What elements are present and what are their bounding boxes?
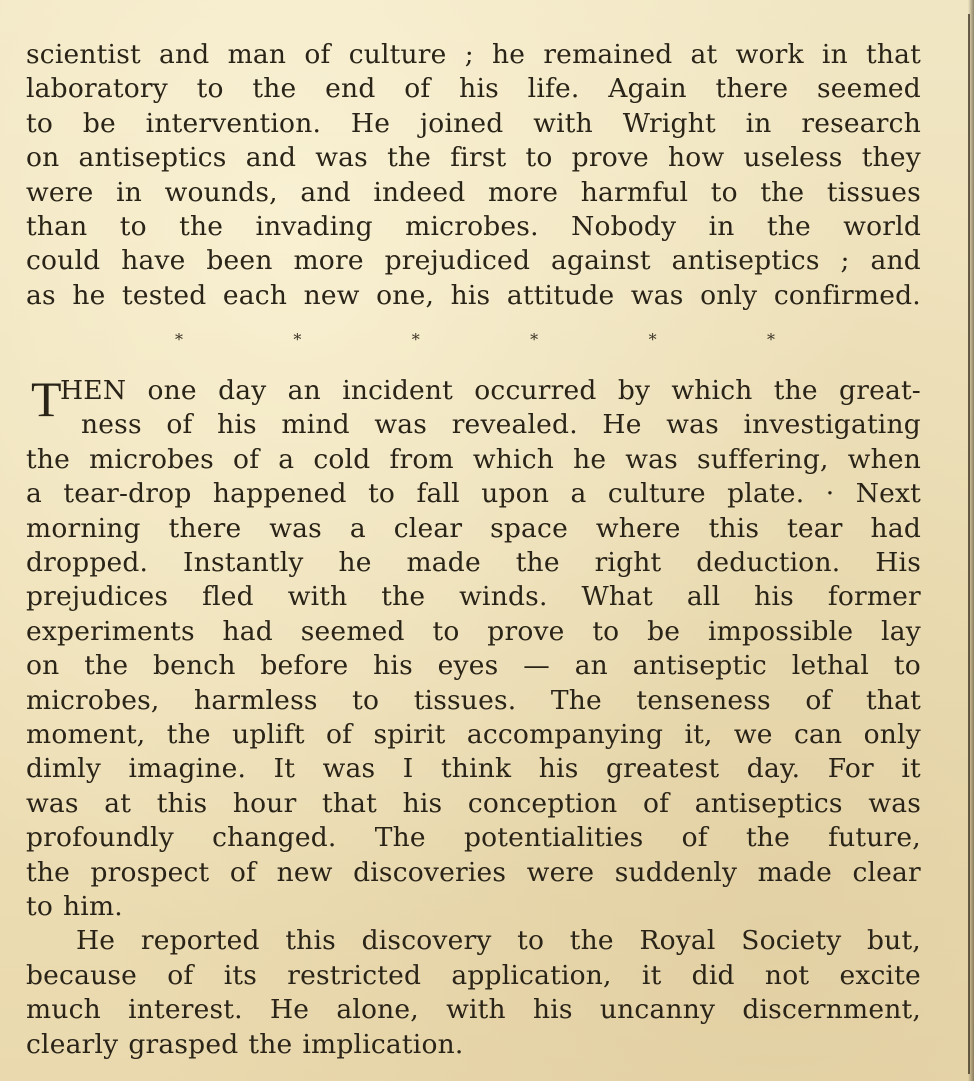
section-separator	[175, 330, 775, 349]
text-line: as he tested each new one, his attitude was only confirmed.	[26, 279, 921, 311]
text-line: because of its restricted application, it did not excite	[26, 959, 921, 991]
separator-star: *	[175, 330, 183, 349]
text-line: could have been more prejudiced against antiseptics ; and	[26, 245, 921, 277]
separator-star: *	[411, 330, 420, 349]
text-line: moment, the uplift of spirit accompanying it, we can only	[26, 719, 921, 750]
text-line: clearly grasped the implication.	[26, 1028, 464, 1060]
text-line: HEN one day an incident occurred by which the great-	[60, 375, 921, 406]
text-line: than to the invading microbes. Nobody in the world	[26, 211, 921, 242]
text-line: profoundly changed. The potentialities of the future,	[26, 822, 921, 854]
text-line: much interest. He alone, with his uncanny discernment,	[26, 994, 921, 1026]
separator-star: *	[766, 330, 775, 349]
text-line: morning there was a clear space where this tear had	[26, 512, 921, 544]
text-line: dropped. Instantly he made the right deduction. His	[26, 547, 921, 578]
text-line: on antiseptics and was the first to prove how useless they	[26, 142, 921, 174]
drop-cap: T	[31, 371, 62, 427]
text-line: on the bench before his eyes — an antiseptic lethal to	[26, 650, 921, 682]
text-line: the prospect of new discoveries were suddenly made clear	[26, 856, 921, 888]
text-line: experiments had seemed to prove to be impossible lay	[26, 615, 921, 647]
text-line: to be intervention. He joined with Wright in research	[26, 107, 921, 139]
text-line: prejudices fled with the winds. What all his former	[26, 581, 921, 613]
text-line: laboratory to the end of his life. Again there seemed	[26, 73, 921, 105]
text-line: to him.	[26, 891, 123, 922]
text-line: the microbes of a cold from which he was suffering, when	[26, 443, 921, 475]
text-line: He reported this discovery to the Royal Society but,	[76, 925, 921, 957]
text-line: dimly imagine. It was I think his greatest day. For it	[26, 753, 921, 785]
column-rule	[968, 14, 970, 1074]
separator-star: *	[530, 330, 539, 349]
text-line: microbes, harmless to tissues. The tenseness of that	[26, 684, 921, 716]
text-line: were in wounds, and indeed more harmful to the tissues	[26, 176, 921, 208]
separator-star: *	[648, 330, 657, 349]
text-line: was at this hour that his conception of antiseptics was	[26, 787, 921, 819]
separator-star: *	[293, 330, 302, 349]
text-line: a tear-drop happened to fall upon a culture plate. · Next	[26, 478, 921, 510]
text-line: ness of his mind was revealed. He was investigating	[81, 409, 921, 441]
text-line: scientist and man of culture ; he remained at work in that	[26, 39, 921, 70]
